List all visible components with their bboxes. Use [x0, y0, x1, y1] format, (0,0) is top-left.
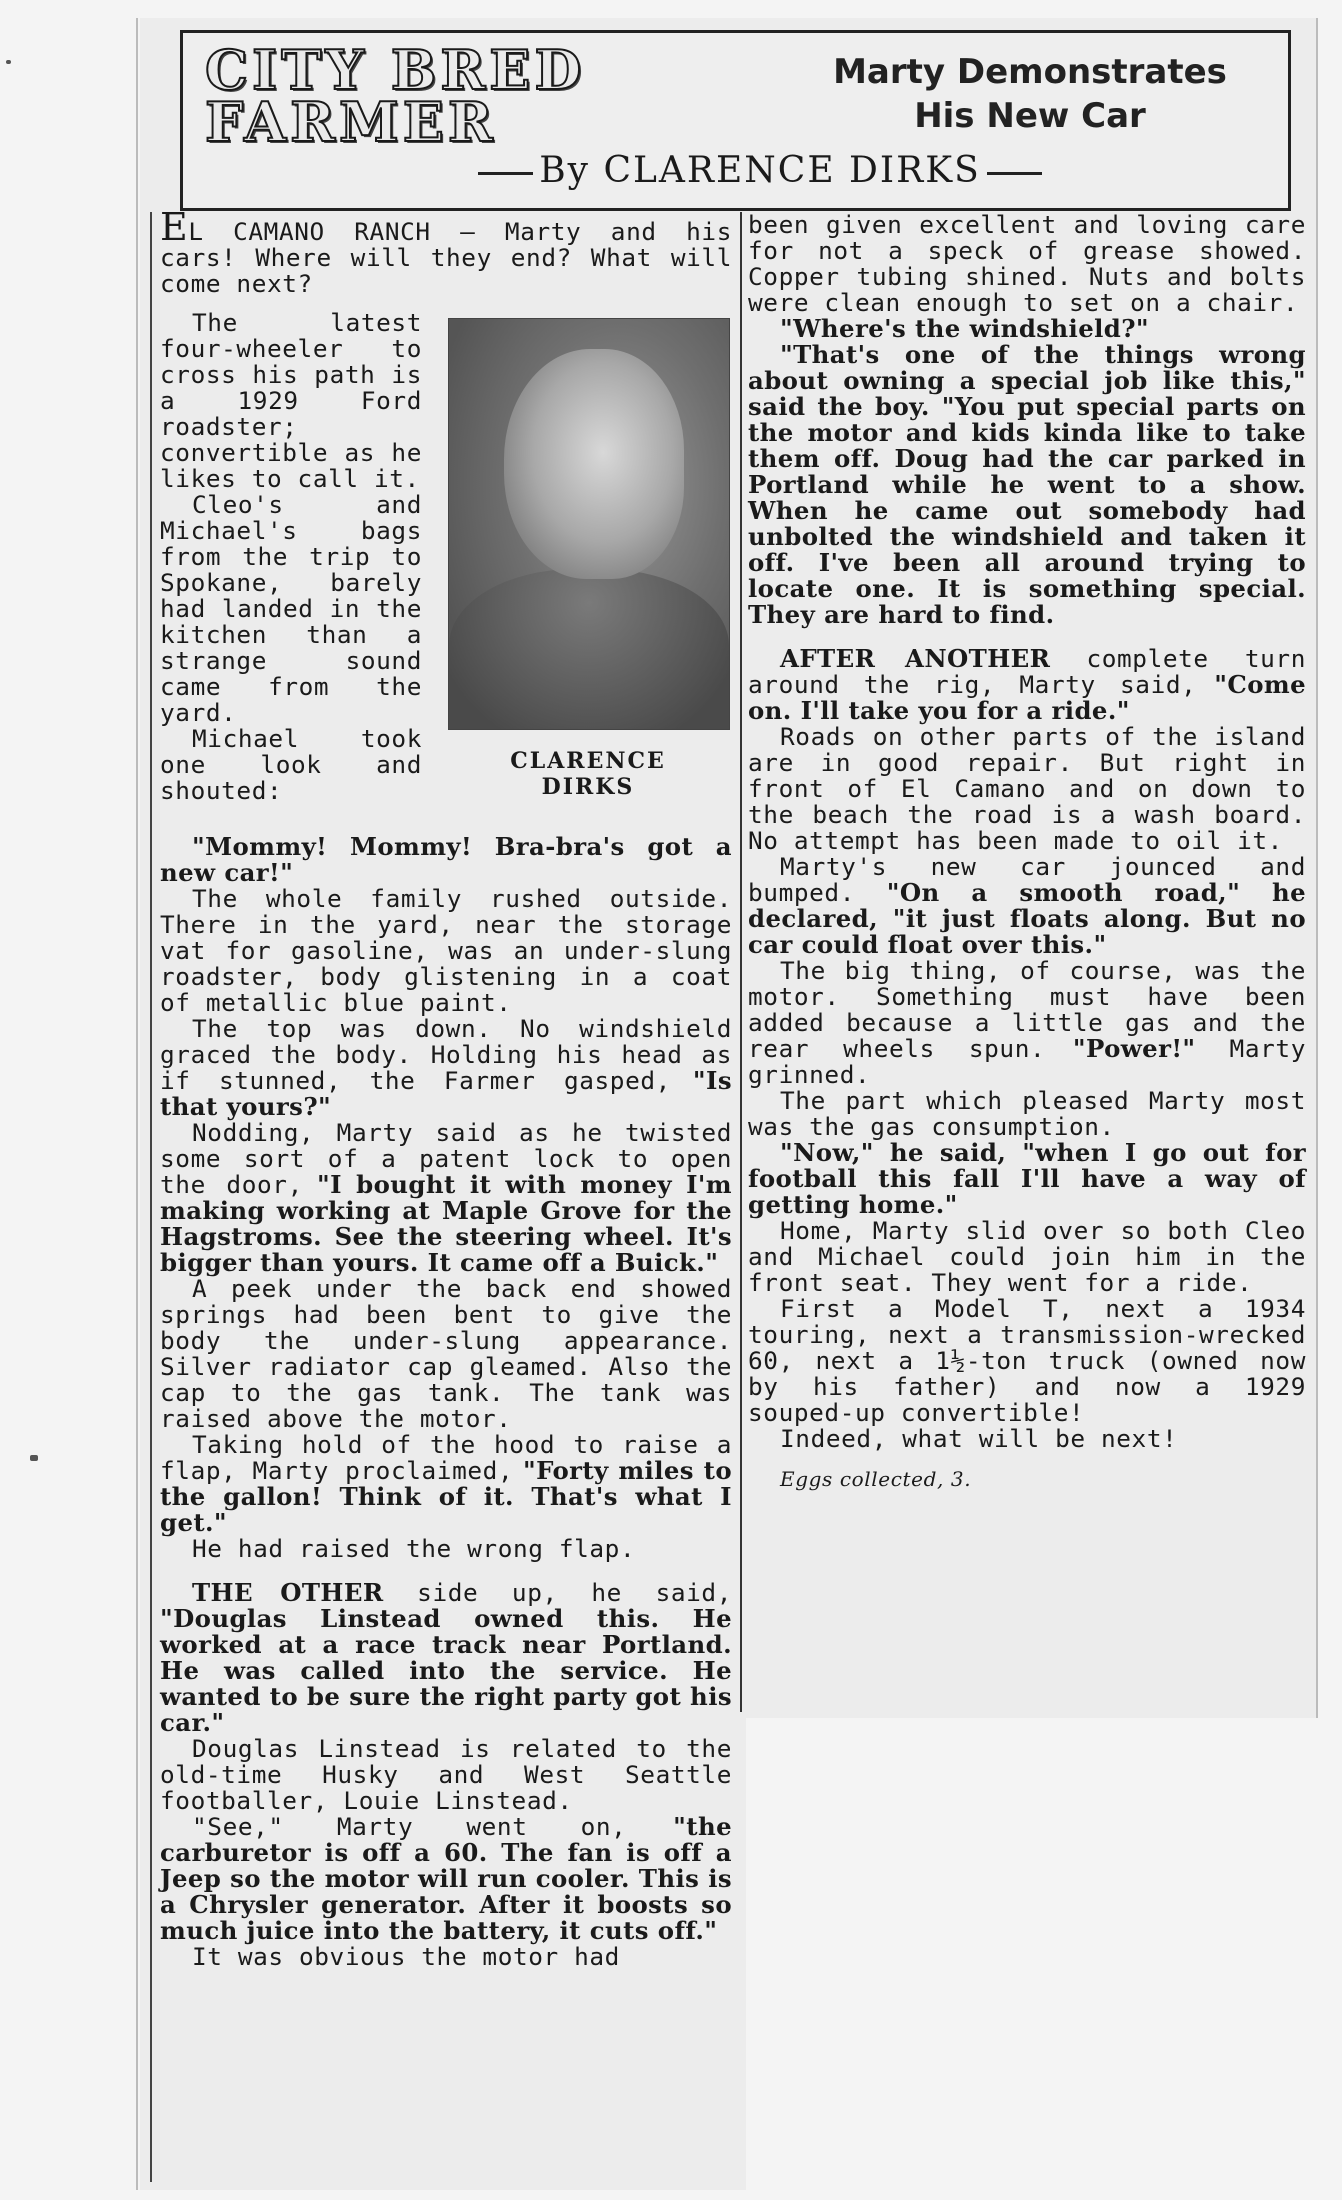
- column-rule-center: [740, 212, 742, 1712]
- paragraph-text: complete turn around the rig, Marty said,: [748, 644, 1306, 699]
- paragraph-text: The whole family rushed outside. There in the yard, near the storage vat for gasoline, was an under-slung roadster, body glistening in a coat of metallic blue paint.: [160, 884, 732, 1017]
- paragraph-text: He had raised the wrong flap.: [192, 1534, 636, 1563]
- signoff: Eggs collected, 3.: [780, 1467, 972, 1491]
- paragraph: [160, 834, 732, 886]
- photo-head: [504, 349, 684, 579]
- title-line-1: CITY BRED: [205, 38, 586, 102]
- subtitle-line-2: His New Car: [914, 96, 1146, 136]
- paragraph: The latest four-wheeler to cross his path is a 1929 Ford roadster; convertible as he likes to call it.: [160, 308, 422, 493]
- paragraph: [160, 886, 732, 1016]
- paragraph-text: Douglas Linstead is related to the old-time Husky and West Seattle footballer, Louie Linstead.: [160, 1734, 732, 1815]
- paragraph: [160, 1536, 732, 1562]
- paragraph-text: "Where's the windshield?": [780, 314, 1150, 343]
- paragraph: [748, 958, 1306, 1088]
- paragraph-text: Nodding, Marty said as he twisted some sort of a patent lock to open the door,: [160, 1118, 732, 1199]
- lead-paragraph: [160, 205, 732, 298]
- paragraph: [160, 1944, 732, 1970]
- paragraph-text: "Mommy! Mommy! Bra-bra's got a new car!": [160, 832, 732, 887]
- paragraph-text: Marty's new car jounced and bumped.: [748, 852, 1306, 907]
- photo-caption: [448, 748, 728, 800]
- paragraph-tail: Marty grinned.: [748, 1034, 1306, 1089]
- paragraph-text: been given excellent and loving care for not a speck of grease showed. Copper tubing shined. Nuts and bolts were clean enough to set on a chair.: [748, 210, 1306, 317]
- byline: By CLARENCE DIRKS: [440, 150, 1080, 191]
- quote-text: "Power!": [1045, 1034, 1196, 1063]
- paragraph: [748, 316, 1306, 342]
- print-speck: [30, 1455, 38, 1461]
- paragraph: Michael took one look and shouted:: [160, 724, 422, 805]
- column-1-body: [160, 834, 732, 1970]
- paragraph-text: It was obvious the motor had: [192, 1942, 620, 1971]
- paragraph-text: Roads on other parts of the island are in good repair. But right in front of El Camano and on down to the beach the road is a wash board. No attempt has been made to oil it.: [748, 722, 1306, 855]
- paragraph: Cleo's and Michael's bags from the trip to Spokane, barely had landed in the kitchen than a strange sound came from the yard.: [160, 490, 422, 727]
- paragraph: [160, 1276, 732, 1432]
- print-speck: [6, 60, 11, 64]
- lead-text: L CAMANO RANCH — Marty and his cars! Where will they end? What will come next?: [160, 217, 732, 298]
- column-rule-left: [150, 212, 152, 2182]
- paragraph-text: side up, he said,: [383, 1578, 733, 1607]
- column-title: [205, 38, 725, 154]
- photo-shoulders: [449, 569, 729, 730]
- paragraph: [748, 854, 1306, 958]
- paragraph: [160, 1736, 732, 1814]
- paragraph: [160, 1120, 732, 1276]
- quote-text: "Now," he said, "when I go out for football this fall I'll have a way of getting home.": [748, 1138, 1306, 1219]
- section-lead: AFTER ANOTHER: [780, 644, 1051, 673]
- quote-text: "I bought it with money I'm making working at Maple Grove for the Hagstroms. See the steering wheel. It's bigger than yours. It came off a Buick.": [160, 1170, 732, 1277]
- paragraph-text: "That's one of the things wrong about owning a special job like this," said the boy. "You put special parts on the motor and kids kinda like to take them off. Doug had the car parked in Portland while he went to a show. When he came out somebody had unbolted the windshield and taken it off. I've been all around trying to locate one. It is something special. They are hard to find.: [748, 340, 1306, 629]
- column-2-body: [748, 212, 1306, 1492]
- paragraph: [748, 724, 1306, 854]
- clipping-edge-right: [1316, 18, 1318, 1718]
- paragraph-text: A peek under the back end showed springs had been bent to give the body the under-slung appearance. Silver radiator cap gleamed. Also the cap to the gas tank. The tank was raised above the motor.: [160, 1274, 732, 1433]
- paragraph: [748, 212, 1306, 316]
- quote-text: "Douglas Linstead owned this. He worked at a race track near Portland. He was called into the service. He wanted to be sure the right party got his car.": [160, 1604, 732, 1737]
- paragraph: [160, 1432, 732, 1536]
- paragraph-text: "See," Marty went on,: [192, 1812, 627, 1841]
- subtitle-line-1: Marty Demonstrates: [833, 52, 1227, 92]
- paragraph: [160, 1814, 732, 1944]
- paragraph-text: Home, Marty slid over so both Cleo and Michael could join him in the front seat. They went for a ride.: [748, 1216, 1306, 1297]
- author-photo: [448, 318, 730, 730]
- title-line-2: FARMER: [205, 90, 497, 154]
- paragraph: [748, 1296, 1306, 1426]
- paragraph: [748, 1140, 1306, 1218]
- section-lead: THE OTHER: [192, 1578, 384, 1607]
- paragraph: [160, 1580, 732, 1736]
- paragraph-text: Taking hold of the hood to raise a flap, Marty proclaimed,: [160, 1430, 732, 1485]
- quote-text: "Is that yours?": [160, 1066, 732, 1121]
- drop-cap: E: [160, 205, 189, 249]
- quote-text: "Forty miles to the gallon! Think of it. That's what I get.": [160, 1456, 733, 1537]
- caption-line-1: CLARENCE: [510, 748, 666, 774]
- paragraph: [160, 1016, 732, 1120]
- paragraph-text: The top was down. No windshield graced the body. Holding his head as if stunned, the Farmer gasped,: [160, 1014, 732, 1095]
- quote-text: "Come on. I'll take you for a ride.": [748, 670, 1306, 725]
- paragraph: [748, 1088, 1306, 1140]
- paragraph-text: The part which pleased Marty most was the gas consumption.: [748, 1086, 1306, 1141]
- quote-text: "On a smooth road," he declared, "it just floats along. But no car could float over this.": [748, 878, 1306, 959]
- clipping-edge-left: [136, 18, 138, 2190]
- paragraph-text: The big thing, of course, was the motor. Something must have been added because a little gas and the rear wheels spun.: [748, 956, 1306, 1063]
- quote-text: "the carburetor is off a 60. The fan is off a Jeep so the motor will run cooler. This is a Chrysler generator. After it boosts so much juice into the battery, it cuts off.": [160, 1812, 732, 1945]
- paragraph: [748, 342, 1306, 628]
- paragraph-text: First a Model T, next a 1934 touring, next a transmission-wrecked 60, next a 1½-ton truck (owned now by his father) and now a 1929 souped-up convertible!: [748, 1294, 1306, 1427]
- headline-subtitle: [770, 50, 1290, 138]
- paragraph: [748, 1218, 1306, 1296]
- caption-line-2: DIRKS: [541, 774, 635, 800]
- paragraph: [748, 646, 1306, 724]
- text-beside-photo: [160, 310, 422, 804]
- paragraph: [748, 1426, 1306, 1452]
- paragraph-text: Indeed, what will be next!: [780, 1424, 1178, 1453]
